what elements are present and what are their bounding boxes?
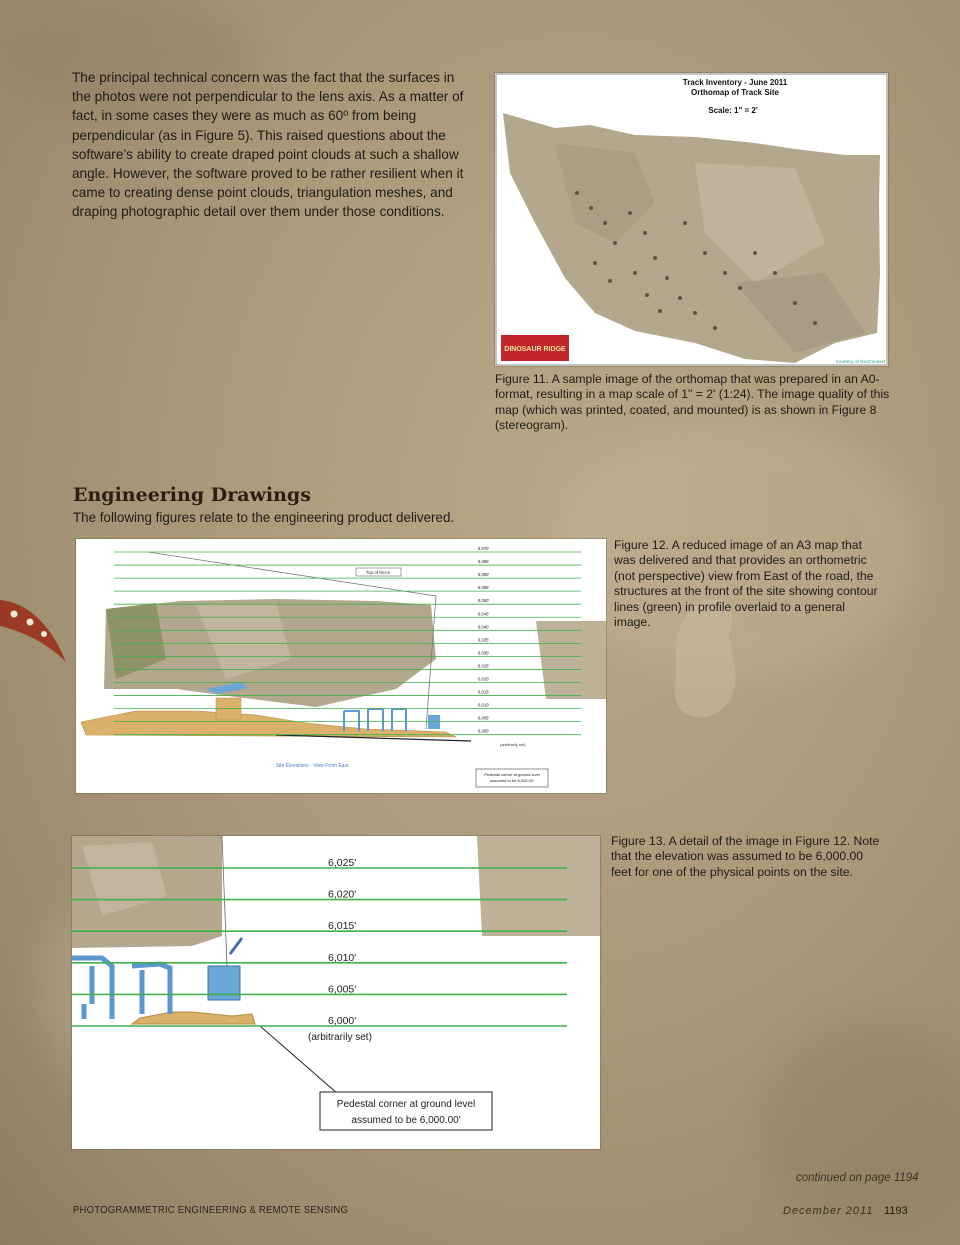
map-scale: Scale: 1" = 2' <box>708 106 758 115</box>
elevation-label: 6,025' <box>328 857 357 869</box>
elevation-label: 6,000' <box>478 728 490 734</box>
detail-drawing <box>72 836 600 1149</box>
elevation-label: 6,025' <box>478 663 490 669</box>
elevation-label: 6,030' <box>478 650 490 656</box>
figure-12-caption: Figure 12. A reduced image of an A3 map that was delivered and that provides an orthometric (not perspective) view from East of the road, the structures at the front of the site showing contour lines (green) in profile overlaid to a general image. <box>614 538 878 630</box>
elevation-label: 6,005' <box>478 715 490 721</box>
pedestal-line-2: assumed to be 6,000.00' <box>490 778 534 783</box>
section-subtitle: The following figures relate to the engineering product delivered. <box>73 510 455 525</box>
pedestal-text-1: Pedestal corner at ground level <box>336 1099 476 1110</box>
pedestal-text-2: assumed to be 6,000.00' <box>351 1115 461 1126</box>
elevation-label: 6,000' <box>328 1015 357 1027</box>
elevation-label: 6,045' <box>478 611 490 617</box>
journal-name: PHOTOGRAMMETRIC ENGINEERING & REMOTE SENSING <box>73 1205 349 1216</box>
orthomap-image <box>495 73 888 366</box>
figure-13-caption: Figure 13. A detail of the image in Figure 12. Note that the elevation was assumed to be 6,000.00 feet for one of the physical points on the site. <box>611 834 880 879</box>
figure-11-caption: Figure 11. A sample image of the orthomap that was prepared in an A0-format, resulting in a map scale of 1" = 2' (1:24). The image quality of this map (which was printed, coated, and mounted) is as shown in Figure 8 (stereogram). <box>495 372 890 433</box>
continued-note: continued on page 1194 <box>796 1172 919 1184</box>
pedestal-line-1: Pedestal corner at ground level <box>484 772 540 777</box>
elevation-label: 6,050' <box>478 598 490 604</box>
map-credit: Courtesy of GeoCounsel <box>835 359 885 364</box>
elevation-label: 6,015' <box>478 689 490 695</box>
logo-text: DINOSAUR RIDGE <box>504 346 566 353</box>
elevation-label: 6,015' <box>328 920 357 933</box>
body-paragraph: The principal technical concern was the fact that the surfaces in the photos were not perpendicular to the lens axis. As a matter of fact, in some cases they were as much as 60º from being perpendicular (as in Figure 5). This raised questions about the software’s ability to create draped point clouds at such a shallow angle. However, the software proved to be rather resilient when it came to creating dense point clouds, triangulation meshes, and draping photographic detail over them under those conditions. <box>72 70 464 220</box>
figure-12-elevation-map <box>76 539 606 793</box>
elevation-label: 6,060' <box>478 572 490 578</box>
figure-13-detail <box>72 836 600 1149</box>
map-title-2: Orthomap of Track Site <box>690 88 780 97</box>
map-title-1: Track Inventory - June 2011 <box>682 78 788 87</box>
arbitrary-note-detail: (arbitrarily set) <box>308 1032 372 1043</box>
elevation-label: 6,005' <box>328 983 357 996</box>
view-label: Site Elevations - View From East <box>275 763 349 769</box>
fence-label: Top of fence <box>365 570 391 575</box>
elevation-label: 6,020' <box>328 888 357 901</box>
section-title: Engineering Drawings <box>73 484 311 506</box>
site-elevation-drawing <box>76 539 606 793</box>
elevation-label: 6,040' <box>478 624 490 630</box>
issue-date: December 2011 <box>783 1205 874 1217</box>
claw-graphic <box>0 592 70 667</box>
elevation-label: 6,065' <box>478 559 490 565</box>
elevation-label: 6,035' <box>478 637 490 643</box>
elevation-label: 6,055' <box>478 585 490 591</box>
elevation-label: 6,020' <box>478 676 490 682</box>
arbitrary-note: (arbitrarily set) <box>500 742 526 747</box>
elevation-label: 6,070' <box>478 546 490 551</box>
elevation-label: 6,010' <box>328 951 357 964</box>
figure-11-orthomap <box>495 73 888 366</box>
elevation-label: 6,010' <box>478 702 490 708</box>
page-number: 1193 <box>884 1205 908 1217</box>
